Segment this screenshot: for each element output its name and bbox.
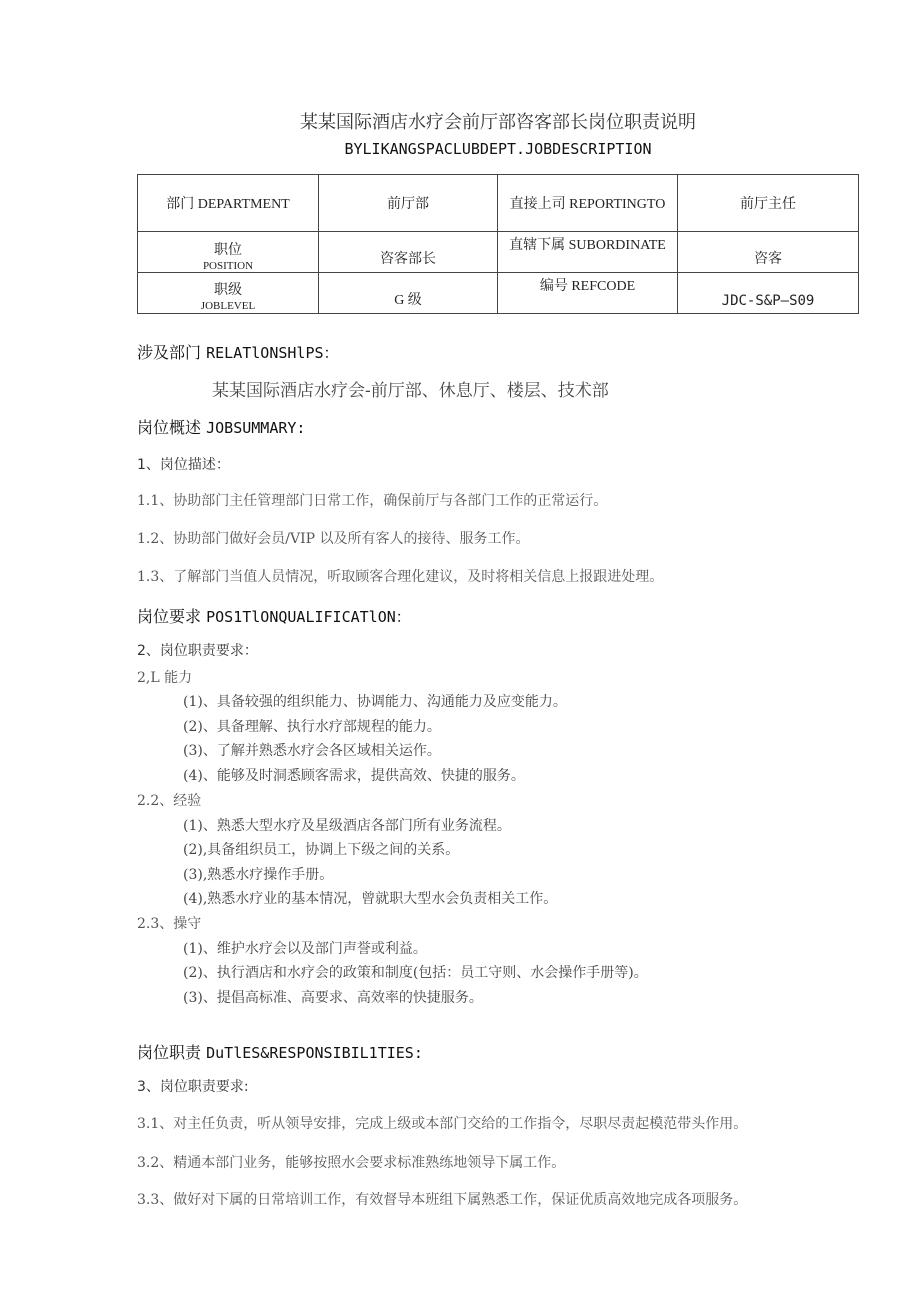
department-value: 前厅部: [319, 175, 498, 232]
summary-heading: [137, 415, 305, 438]
reporting-label: 直接上司 REPORTINGTO: [498, 175, 678, 232]
list-item: (1)、熟悉大型水疗及星级酒店各部门所有业务流程。: [183, 818, 511, 834]
level-label-en: JOBLEVEL: [200, 300, 256, 310]
subordinate-value: 咨客: [678, 232, 859, 273]
job-info-table: [137, 174, 859, 314]
list-item: 3.3、做好对下属的日常培训工作，有效督导本班组下属熟悉工作，保证优质高效地完成各项服务。: [137, 1192, 748, 1208]
relationships-text: 某某国际酒店水疗会-前厅部、休息厅、楼层、技术部: [212, 381, 609, 401]
duties-heading-cn: 岗位职责: [137, 1043, 202, 1062]
qualification-subheading: 2、岗位职责要求：: [137, 643, 258, 659]
position-label: [138, 232, 319, 273]
list-item: 1.2、协助部门做好会员/VIP 以及所有客人的接待、服务工作。: [137, 531, 530, 547]
list-item: 1.3、了解部门当值人员情况，听取顾客合理化建议，及时将相关信息上报跟进处理。: [137, 569, 664, 585]
list-item: 3.2、精通本部门业务，能够按照水会要求标准熟练地领导下属工作。: [137, 1155, 566, 1171]
list-item: (1)、维护水疗会以及部门声誉或利益。: [183, 941, 427, 957]
table-row: [138, 273, 859, 314]
qualification-heading: [137, 604, 411, 627]
list-item: (3)、了解并熟悉水疗会各区域相关运作。: [183, 743, 441, 759]
position-label-en: POSITION: [202, 260, 254, 270]
list-item: (4),熟悉水疗业的基本情况，曾就职大型水会负责相关工作。: [183, 891, 558, 907]
table-row: [138, 232, 859, 273]
summary-heading-cn: 岗位概述: [137, 418, 202, 437]
experience-title: 2.2、经验: [137, 793, 202, 809]
document-title: 某某国际酒店水疗会前厅部咨客部长岗位职责说明: [300, 112, 696, 133]
conduct-title: 2.3、操守: [137, 916, 202, 932]
level-label-cn: 职级: [214, 282, 242, 298]
refcode-label: 编号 REFCODE: [498, 273, 678, 314]
position-value: 咨客部长: [319, 232, 498, 273]
list-item: (2),具备组织员工，协调上下级之间的关系。: [183, 842, 460, 858]
level-value: G 级: [319, 273, 498, 314]
qualification-heading-cn: 岗位要求: [137, 607, 202, 626]
level-label: [138, 273, 319, 314]
list-item: (1)、具备较强的组织能力、协调能力、沟通能力及应变能力。: [183, 694, 567, 710]
list-item: 3.1、对主任负责，听从领导安排，完成上级或本部门交给的工作指令，尽职尽责起模范带头作用。: [137, 1116, 748, 1132]
reporting-value: 前厅主任: [678, 175, 859, 232]
summary-heading-en: JOBSUMMARY:: [206, 419, 306, 437]
duties-heading: [137, 1040, 423, 1063]
list-item: (4)、能够及时洞悉顾客需求，提供高效、快捷的服务。: [183, 768, 525, 784]
table-row: [138, 175, 859, 232]
relationships-heading-cn: 涉及部门: [137, 343, 202, 362]
relationships-heading-en: RELATlONSHlPS：: [206, 344, 339, 362]
duties-heading-en: DuTlES&RESPONSIBIL1TIES:: [206, 1044, 423, 1062]
duties-subheading: 3、岗位职责要求:: [137, 1079, 249, 1095]
list-item: (2)、具备理解、执行水疗部规程的能力。: [183, 719, 441, 735]
department-label: 部门 DEPARTMENT: [138, 175, 319, 232]
list-item: 1.1、协助部门主任管理部门日常工作，确保前厅与各部门工作的正常运行。: [137, 493, 608, 509]
list-item: (2)、执行酒店和水疗会的政策和制度(包括：员工守则、水会操作手册等)。: [183, 965, 648, 981]
refcode-value: JDC-S&P—S09: [678, 273, 859, 314]
relationships-heading: [137, 340, 339, 363]
position-label-cn: 职位: [214, 242, 242, 258]
document-subtitle: BYLIKANGSPACLUBDEPT.JOBDESCRIPTION: [344, 140, 652, 158]
list-item: (3),熟悉水疗操作手册。: [183, 867, 334, 883]
ability-title: 2,L 能力: [137, 670, 193, 686]
list-item: (3)、提倡高标准、高要求、高效率的快捷服务。: [183, 990, 483, 1006]
subordinate-label: 直辖下属 SUBORDINATE: [498, 232, 678, 273]
summary-subheading: 1、岗位描述：: [137, 457, 230, 473]
qualification-heading-en: POS1TlONQUALIFICATlON：: [206, 608, 411, 626]
